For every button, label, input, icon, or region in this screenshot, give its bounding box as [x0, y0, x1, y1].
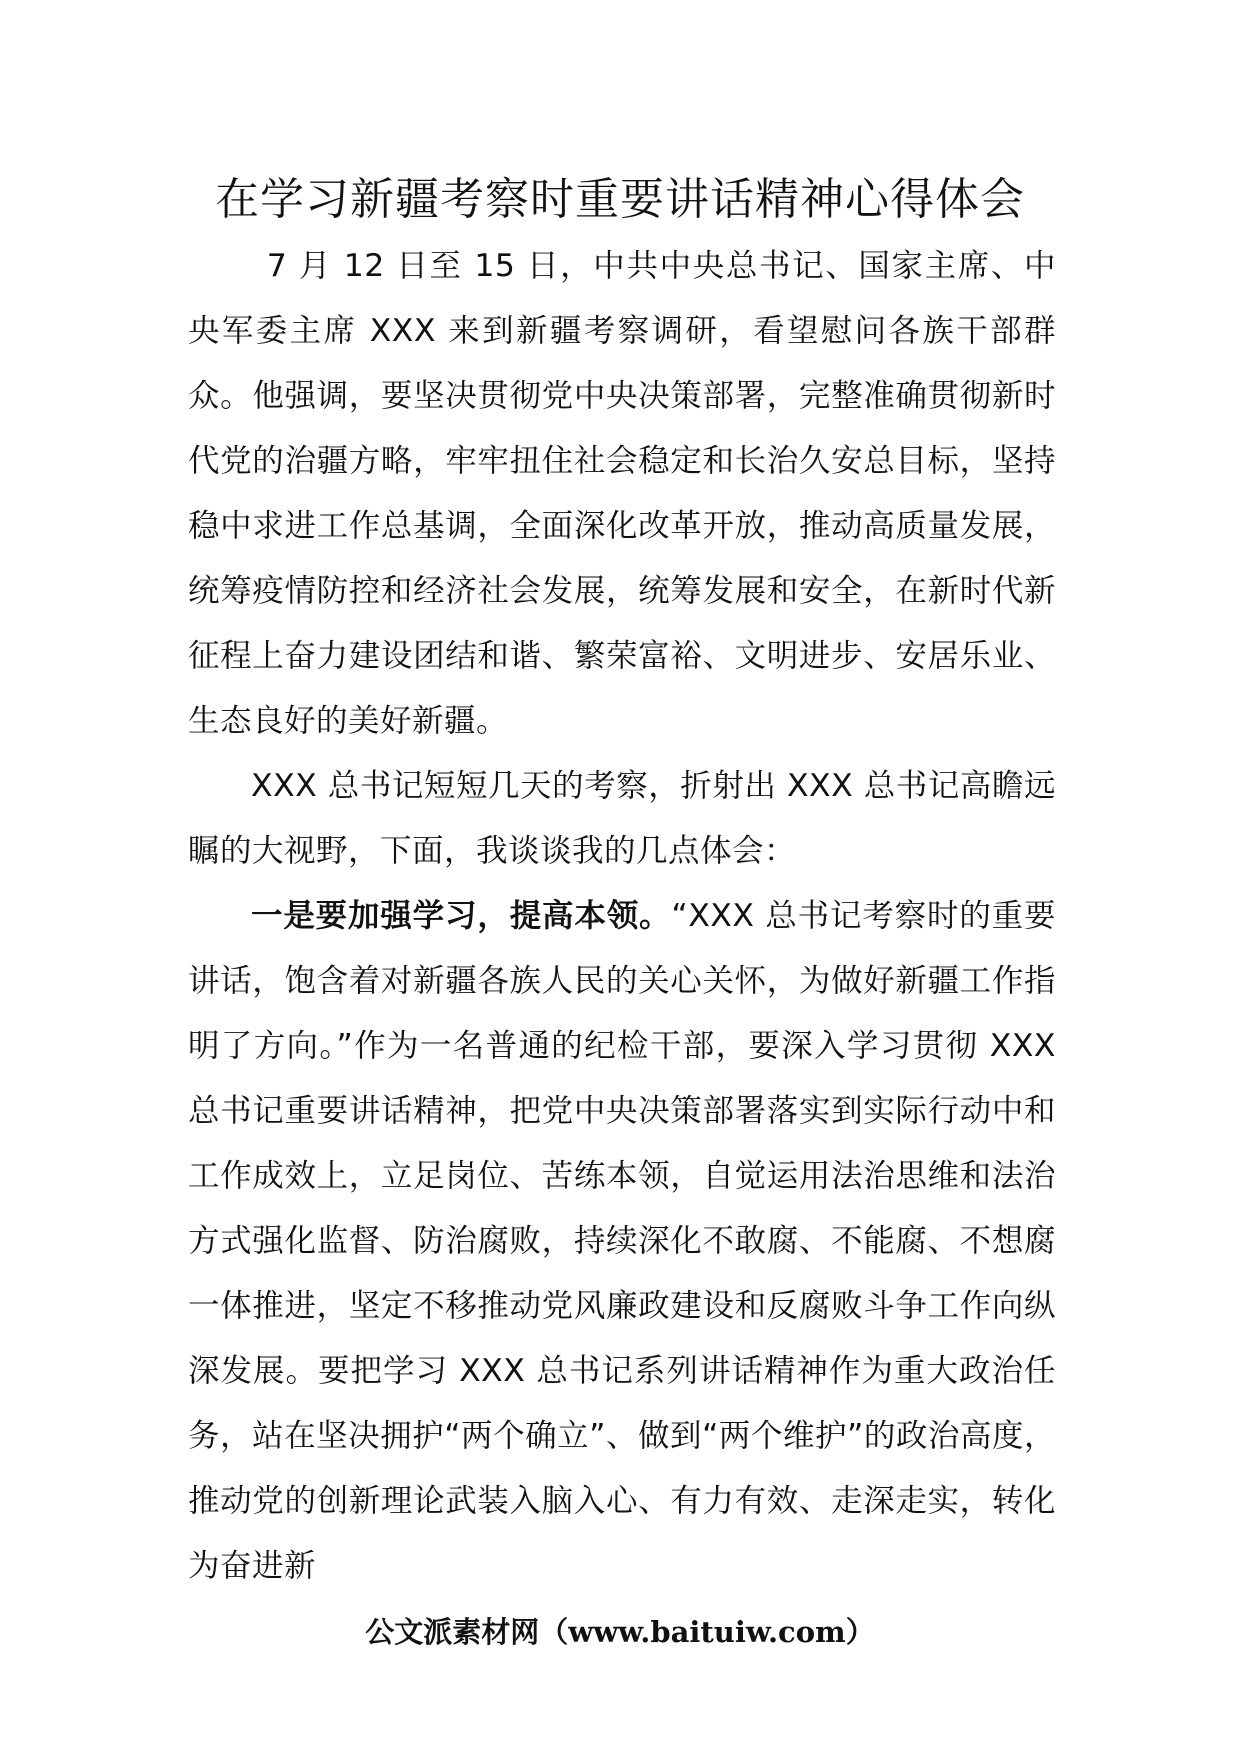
point-one-heading: 一是要加强学习，提高本领。 — [251, 898, 672, 934]
paragraph-point-one — [188, 884, 1056, 1599]
paragraph-intro: 7 月 12 日至 15 日，中共中央总书记、国家主席、中央军委主席 XXX 来到新疆考察调研，看望慰问各族干部群众。他强调，要坚决贯彻党中央决策部署，完整准确贯彻新时代党的治疆方略，牢牢扭住社会稳定和长治久安总目标，坚持稳中求进工作总基调，全面深化改革开放，推动高质量发展，统筹疫情防控和经济社会发展，统筹发展和安全，在新时代新征程上奋力建设团结和谐、繁荣富裕、文明进步、安居乐业、生态良好的美好新疆。 — [188, 248, 1056, 739]
footer-watermark: 公文派素材网（www.baituiw.com） — [365, 1615, 875, 1649]
document-title: 在学习新疆考察时重要讲话精神心得体会 — [215, 174, 1025, 225]
document-body — [188, 234, 1056, 1599]
point-one-text: “XXX 总书记考察时的重要讲话，饱含着对新疆各族人民的关心关怀，为做好新疆工作指明了方向。”作为一名普通的纪检干部，要深入学习贯彻 XXX 总书记重要讲话精神，把党中央决策部署落实到实际行动中和工作成效上，立足岗位、苦练本领，自觉运用法治思维和法治方式强化监督、防治腐败，持续深化不敢腐、不能腐、不想腐一体推进，坚定不移推动党风廉政建设和反腐败斗争工作向纵深发展。要把学习 XXX 总书记系列讲话精神作为重大政治任务，站在坚决拥护“两个确立”、做到“两个维护”的政治高度，推动党的创新理论武装入脑入心、有力有效、走深走实，转化为奋进新 — [188, 898, 1056, 1584]
paragraph-summary: XXX 总书记短短几天的考察，折射出 XXX 总书记高瞻远瞩的大视野，下面，我谈谈我的几点体会： — [188, 768, 1056, 869]
